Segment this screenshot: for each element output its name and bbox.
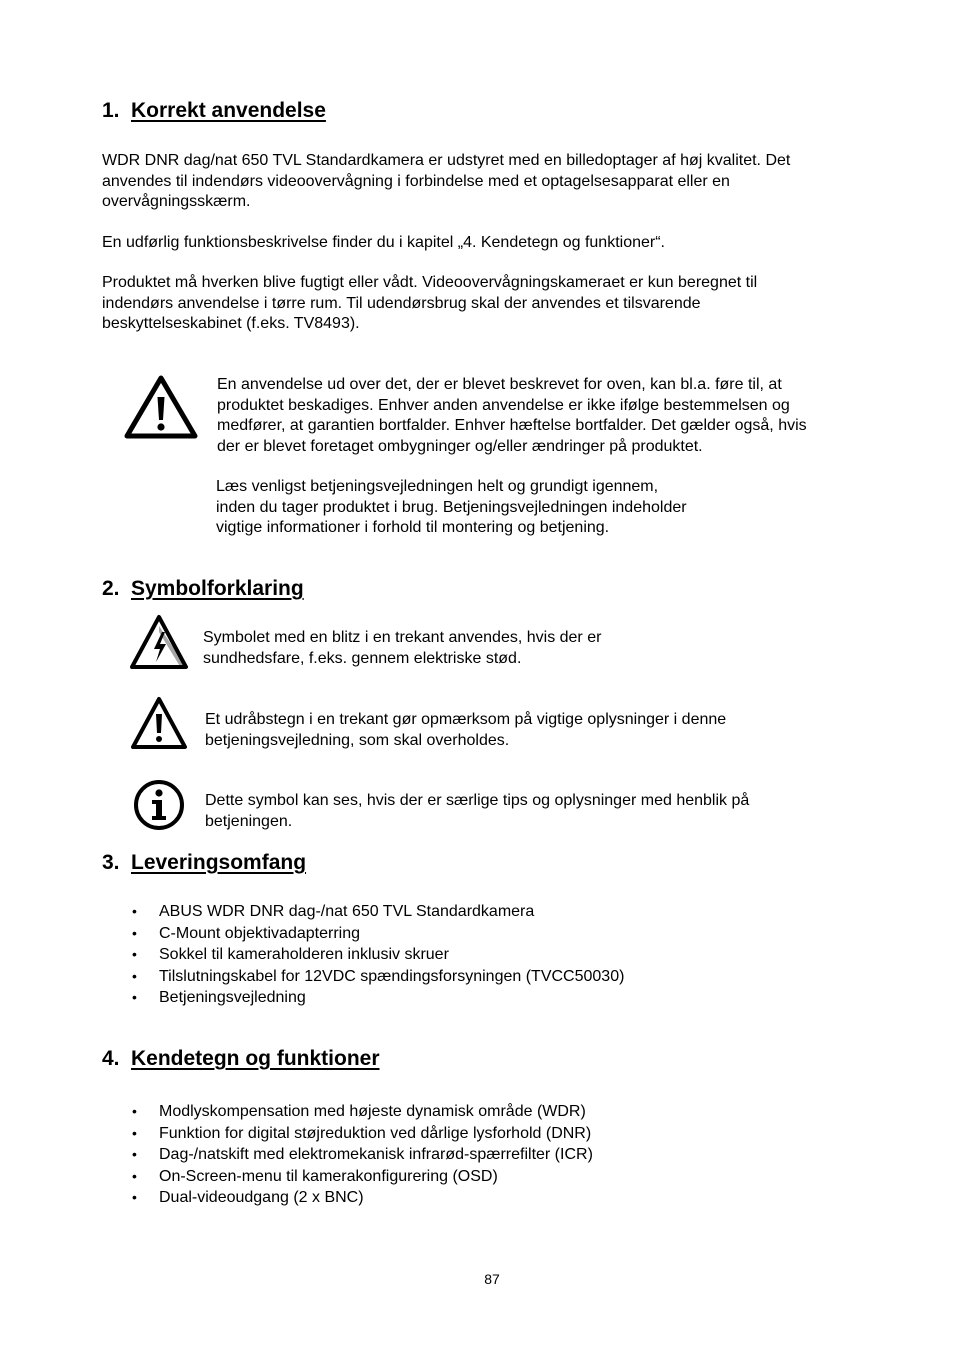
intro-paragraph-1: WDR DNR dag/nat 650 TVL Standardkamera er udstyret med en billedoptager af høj kvalitet. Det anvendes til indendørs videoovervågning i forbindelse med et optagelsesapparat eller en overvågningsskærm.: [102, 152, 791, 210]
features-list: [102, 1101, 593, 1209]
section-heading-3: 3. Leveringsomfang: [102, 851, 307, 874]
list-item: • Funktion for digital støjreduktion ved dårlige lysforhold (DNR): [102, 1123, 593, 1145]
list-item: • Tilslutningskabel for 12VDC spændingsforsyningen (TVCC50030): [102, 966, 624, 988]
exclamation-triangle-icon: [130, 696, 188, 750]
list-item: • C-Mount objektivadapterring: [102, 923, 624, 945]
list-item: • Modlyskompensation med højeste dynamisk område (WDR): [102, 1101, 593, 1123]
section-heading-1: 1. Korrekt anvendelse: [102, 99, 326, 122]
page-number: 87: [484, 1271, 500, 1287]
list-item: • Dag-/natskift med elektromekanisk infrarød-spærrefilter (ICR): [102, 1144, 593, 1166]
list-item: • On-Screen-menu til kamerakonfigurering (OSD): [102, 1166, 593, 1188]
warning-paragraph-1: En anvendelse ud over det, der er blevet beskrevet for oven, kan bl.a. føre til, at produktet beskadiges. Enhver anden anvendelse er ikke ifølge bestemmelsen og medfører, at garantien bortfalder. Enhver hæftelse bortfalder. Det gælder også, hvis der er blevet foretaget ombygninger og/eller ændringer på produktet.: [217, 376, 807, 455]
symbol-description-2: Et udråbstegn i en trekant gør opmærksom på vigtige oplysninger i denne betjeningsvejledning, som skal overholdes.: [205, 711, 727, 749]
section-heading-2: 2. Symbolforklaring: [102, 577, 304, 600]
list-item: • Sokkel til kameraholderen inklusiv skruer: [102, 944, 624, 966]
info-circle-icon: [133, 779, 185, 831]
list-item: • Betjeningsvejledning: [102, 987, 624, 1009]
intro-paragraph-2: En udførlig funktionsbeskrivelse finder du i kapitel „4. Kendetegn og funktioner“.: [102, 234, 665, 251]
list-item: • ABUS WDR DNR dag-/nat 650 TVL Standardkamera: [102, 901, 624, 923]
section-heading-4: 4. Kendetegn og funktioner: [102, 1047, 380, 1070]
warning-paragraph-2: Læs venligst betjeningsvejledningen helt og grundigt igennem, inden du tager produktet i brug. Betjeningsvejledningen indeholder vigtige informationer i forhold til montering og betjening.: [216, 478, 687, 536]
warning-triangle-icon: [124, 375, 198, 439]
intro-paragraph-3: Produktet må hverken blive fugtigt eller vådt. Videoovervågningskameraet er kun beregnet til indendørs anvendelse i tørre rum. Til udendørsbrug skal der anvendes et tilsvarende beskyttelseskabinet (f.eks. TV8493).: [102, 274, 758, 332]
lightning-triangle-icon: [129, 614, 189, 670]
delivery-list: [102, 901, 624, 1009]
list-item: • Dual-videoudgang (2 x BNC): [102, 1187, 593, 1209]
symbol-description-3: Dette symbol kan ses, hvis der er særlige tips og oplysninger med henblik på betjeningen.: [205, 792, 750, 830]
symbol-description-1: Symbolet med en blitz i en trekant anvendes, hvis der er sundhedsfare, f.eks. gennem elektriske stød.: [203, 629, 602, 667]
